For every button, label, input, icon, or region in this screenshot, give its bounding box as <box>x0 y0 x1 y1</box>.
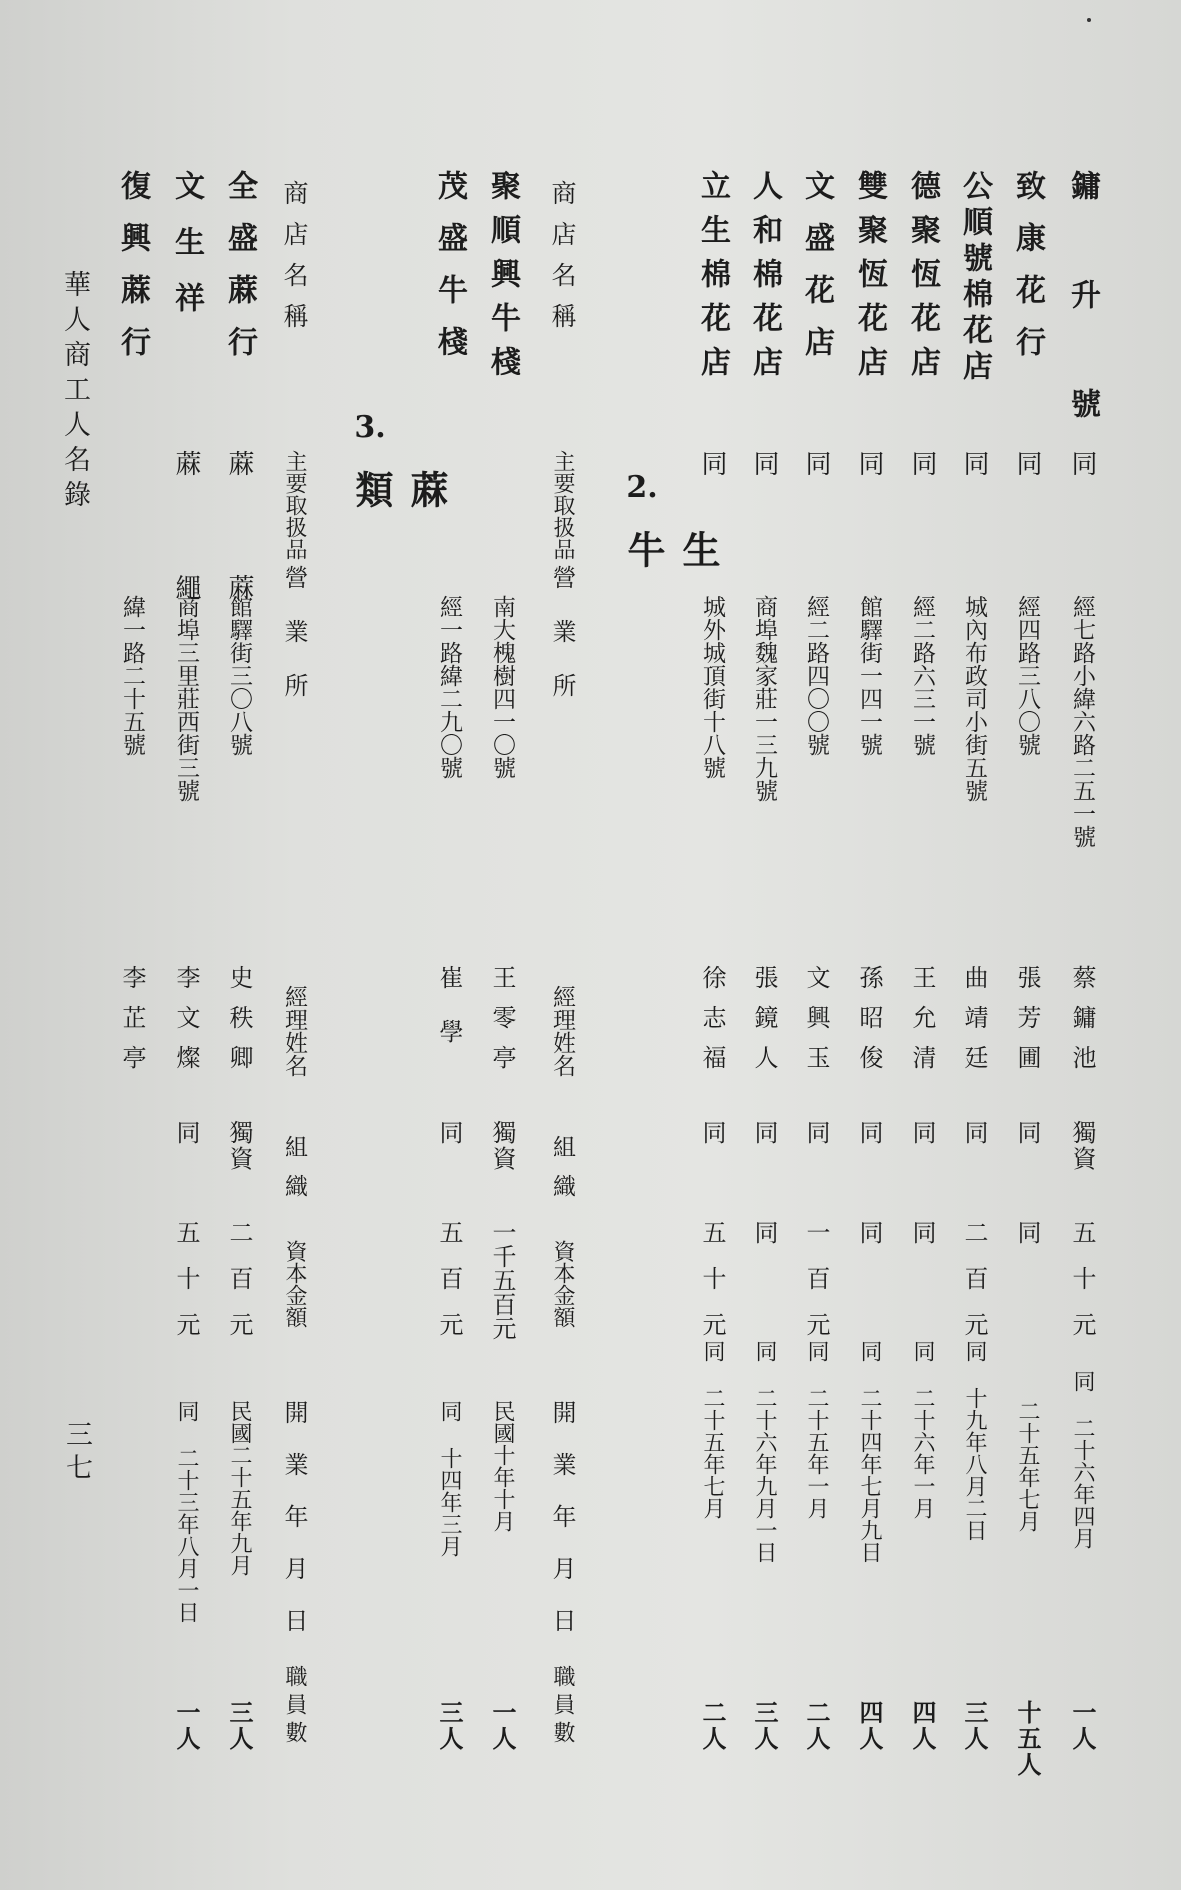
goods: 同 <box>1012 450 1042 476</box>
employee-count: 十五人 <box>1013 1700 1042 1778</box>
ink-dot <box>1087 18 1091 22</box>
header-capital: 資本金額 <box>282 1240 307 1328</box>
capital: 五十元 <box>1068 1220 1096 1358</box>
capital: 同 <box>1013 1220 1041 1266</box>
organization: 同 <box>908 1120 936 1146</box>
page-number: 三七 <box>61 1420 92 1486</box>
organization: 同 <box>855 1120 883 1146</box>
shop-name: 立生棉花店 <box>695 170 730 390</box>
capital: 同 <box>855 1220 883 1266</box>
organization: 獨資 <box>1068 1120 1096 1172</box>
employee-count: 一人 <box>488 1700 517 1752</box>
capital: 一千五百元 <box>488 1220 516 1340</box>
goods: 同 <box>959 450 989 476</box>
opened-date: 二十五年七月 <box>1015 1400 1040 1532</box>
goods: 同 <box>1067 450 1097 476</box>
section-title: 生牛 <box>621 530 721 628</box>
manager-name: 張鏡人 <box>750 965 778 1085</box>
manager-name: 孫昭俊 <box>855 965 883 1085</box>
opened-date: 同 二十四年七月九日 <box>857 1340 882 1563</box>
manager-name: 文興玉 <box>802 965 830 1085</box>
capital: 同 <box>750 1220 778 1266</box>
shop-name: 致康花行 <box>1010 170 1045 378</box>
header-capital: 資本金額 <box>550 1240 575 1328</box>
organization: 獨資 <box>225 1120 253 1172</box>
header-goods: 主要取扱品 <box>550 450 575 560</box>
header-employees: 職員數 <box>282 1665 307 1749</box>
shop-name: 鏞 升 號 <box>1065 170 1100 440</box>
opened-date: 民國二十五年九月 <box>227 1400 252 1576</box>
goods: 同 <box>749 450 779 476</box>
employee-count: 一人 <box>172 1700 201 1752</box>
organization: 同 <box>435 1120 463 1146</box>
employee-count: 三人 <box>960 1700 989 1752</box>
organization: 同 <box>750 1120 778 1146</box>
opened-date: 同 二十五年一月 <box>804 1340 829 1519</box>
capital: 二百元 <box>960 1220 988 1358</box>
opened-date: 同 二十六年九月一日 <box>752 1340 777 1563</box>
organization: 同 <box>172 1120 200 1146</box>
manager-name: 蔡鏞池 <box>1068 965 1096 1085</box>
manager-name: 李文燦 <box>172 965 200 1085</box>
manager-name: 徐志福 <box>698 965 726 1085</box>
shop-name: 茂盛牛棧 <box>432 170 467 378</box>
capital: 五十元 <box>172 1220 200 1358</box>
address: 南大槐樹四一〇號 <box>489 595 515 779</box>
opened-date: 同 二十五年七月 <box>700 1340 725 1519</box>
capital: 同 <box>908 1220 936 1266</box>
employee-count: 三人 <box>435 1700 464 1752</box>
header-opened: 開業年月日 <box>548 1400 576 1660</box>
shop-name: 文生祥 <box>169 170 204 338</box>
shop-name: 人和棉花店 <box>747 170 782 390</box>
employee-count: 二人 <box>802 1700 831 1752</box>
address: 經二路四〇〇號 <box>803 595 829 756</box>
organization: 同 <box>1013 1120 1041 1146</box>
address: 商埠魏家莊一三九號 <box>751 595 777 802</box>
shop-name: 聚順興牛棧 <box>485 170 520 390</box>
opened-date: 同 十九年八月二日 <box>962 1340 987 1541</box>
manager-name: 張芳圃 <box>1013 965 1041 1085</box>
address: 經四路三八〇號 <box>1014 595 1040 756</box>
header-manager: 經理姓名 <box>549 985 575 1077</box>
manager-name: 曲靖廷 <box>960 965 988 1085</box>
employee-count: 三人 <box>750 1700 779 1752</box>
section-title: 蔴類 <box>349 470 449 568</box>
address: 經一路緯二九〇號 <box>436 595 462 779</box>
address: 城內布政司小街五號 <box>961 595 987 802</box>
address: 緯一路二十五號 <box>119 595 145 756</box>
manager-name: 王允清 <box>908 965 936 1085</box>
opened-date: 同 二十六年一月 <box>910 1340 935 1519</box>
capital: 二百元 <box>225 1220 253 1358</box>
header-goods: 主要取扱品 <box>282 450 307 560</box>
employee-count: 四人 <box>855 1700 884 1752</box>
capital: 五十元 <box>698 1220 726 1358</box>
goods: 蔴 蔴 <box>224 450 254 634</box>
address: 商埠三里莊西街三號 <box>173 595 199 802</box>
manager-name: 王零亭 <box>488 965 516 1085</box>
goods: 同 <box>854 450 884 476</box>
goods: 同 <box>801 450 831 476</box>
manager-name: 崔學 <box>435 965 463 1073</box>
capital: 五百元 <box>435 1220 463 1358</box>
organization: 獨資 <box>488 1120 516 1172</box>
shop-name: 雙聚恆花店 <box>852 170 887 390</box>
running-title: 華人商工人名錄 <box>59 270 90 515</box>
organization: 同 <box>802 1120 830 1146</box>
address: 館驛街三〇八號 <box>226 595 252 756</box>
opened-date: 同 二十六年四月 <box>1070 1370 1095 1549</box>
opened-date: 同 二十三年八月一日 <box>174 1400 199 1623</box>
header-shop-name: 商店名稱 <box>548 180 577 344</box>
employee-count: 三人 <box>225 1700 254 1752</box>
shop-name: 復興蔴行 <box>115 170 150 378</box>
header-organization: 組織 <box>549 1135 575 1213</box>
employee-count: 四人 <box>908 1700 937 1752</box>
opened-date: 同 十四年三月 <box>437 1400 462 1557</box>
goods: 蔴 繩 <box>171 450 201 634</box>
opened-date: 民國十年十月 <box>490 1400 515 1532</box>
header-organization: 組織 <box>281 1135 307 1213</box>
header-address: 營業所 <box>548 565 576 727</box>
header-manager: 經理姓名 <box>281 985 307 1077</box>
section-number: 2. <box>626 470 658 505</box>
header-opened: 開業年月日 <box>280 1400 308 1660</box>
header-address: 營業所 <box>280 565 308 727</box>
organization: 同 <box>698 1120 726 1146</box>
address: 經七路小緯六路二五一號 <box>1069 595 1095 848</box>
shop-name: 德聚恆花店 <box>905 170 940 390</box>
capital: 一百元 <box>802 1220 830 1358</box>
goods: 同 <box>697 450 727 476</box>
address: 城外城頂街十八號 <box>699 595 725 779</box>
section-number: 3. <box>354 410 386 445</box>
header-shop-name: 商店名稱 <box>280 180 309 344</box>
shop-name: 公順號棉花店 <box>957 170 992 386</box>
employee-count: 二人 <box>698 1700 727 1752</box>
shop-name: 文盛花店 <box>799 170 834 378</box>
header-employees: 職員數 <box>550 1665 575 1749</box>
manager-name: 李芷亭 <box>118 965 146 1085</box>
employee-count: 一人 <box>1068 1700 1097 1752</box>
organization: 同 <box>960 1120 988 1146</box>
address: 經二路六三一號 <box>909 595 935 756</box>
shop-name: 全盛蔴行 <box>222 170 257 378</box>
address: 館驛街一四一號 <box>856 595 882 756</box>
goods: 同 <box>907 450 937 476</box>
manager-name: 史秩卿 <box>225 965 253 1085</box>
